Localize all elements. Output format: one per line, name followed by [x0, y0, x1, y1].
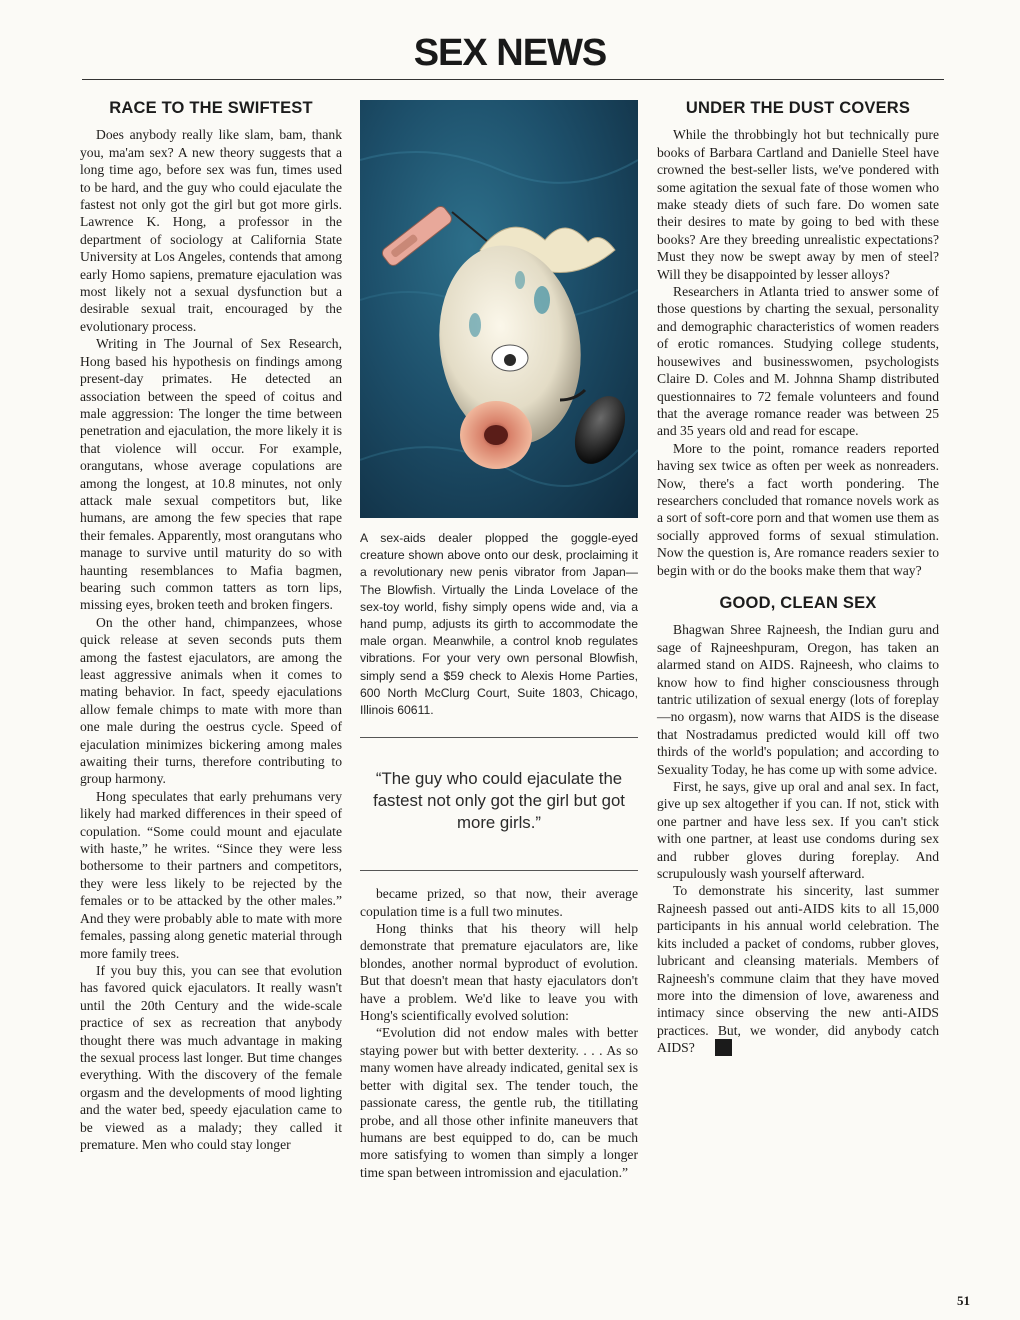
paragraph: “Evolution did not endow males with better staying power but with better dexterity. . . . As so many women have already indicated, genital sex is better with digital sex. The tender touch, the passionate caress, the gentle rub, the titillating probe, and all those other infinite maneuvers that humans are best equipped to do, can be much more satisfying to women than simply a longer time span between intromission and ejaculation.” [360, 1025, 638, 1180]
paragraph: Hong speculates that early prehumans very likely had marked differences in their speed of copulation. “Some could mount and ejaculate with haste,” he writes. “Since they were less bothersome to their partners and competitors, they were less likely to be rejected by the females or to be attacked by the other males.” And they were probably able to mate with more females, passing along genetic material through more family trees. [80, 788, 342, 961]
blowfish-photo [360, 100, 638, 518]
photo-caption: A sex-aids dealer plopped the goggle-eyed creature shown above onto our desk, proclaiming it a revolutionary new penis vibrator from Japan—The Blowfish. Virtually the Linda Lovelace of the sex-toy world, fishy simply opens wide and, via a hand pump, adjusts its girth to accommodate the male organ. Meanwhile, a control knob regulates vibrations. For your very own personal Blowfish, simply send a $59 check to Alexis Home Parties, 600 North McClurg Court, Suite 1803, Chicago, Illinois 60611. [360, 531, 638, 718]
left-column [80, 100, 342, 1153]
page-number: 51 [957, 1293, 970, 1308]
paragraph: More to the point, romance readers reported having sex twice as often per week as nonreaders. Now, there's a fact worth pondering. The researchers concluded that romance novels work as a sort of soft-core porn and that women use them as socially approved forms of sexual stimulation. Now the question is, Are romance readers sexier to begin with or do the books make them that way? [657, 440, 939, 578]
paragraph: First, he says, give up oral and anal sex. In fact, give up sex altogether if you can. If not, stick with one partner and have less sex. If you can't stick with one partner, at least use condoms during sex and rubber gloves during foreplay. And scrupulously wash yourself afterward. [657, 779, 939, 882]
header-rule [82, 79, 944, 80]
page-title: SEX NEWS [413, 32, 607, 74]
pull-quote-bottom-rule [360, 870, 638, 871]
paragraph: Writing in The Journal of Sex Research, Hong based his hypothesis on findings among present-day primates. He detected an association between the speed of coitus and male aggression: The longer the time between penetration and ejaculation, the more likely it is that violence will occur. For example, orangutans, whose average copulations are among the longest, at 10.8 minutes, not only attack male sexual competitors but, like humans, are among the few species that rape their females. Apparently, most orangutans who manage to survive until maturity do so with haunting resemblances to Mafia bagmen, bearing such common tatters as torn lips, missing eyes, broken teeth and broken fingers. [80, 336, 342, 613]
article-heading-race: RACE TO THE SWIFTEST [109, 99, 313, 117]
end-mark-icon [715, 1039, 732, 1056]
paragraph: While the throbbingly hot but technically pure books of Barbara Cartland and Danielle Steel have crowned the best-seller lists, we've pondered with some agitation the sexual fate of those women who make steady diets of such fare. Do women sate their desires to mate by going to bed with these books? Are they breeding unrealistic expectations? Must they now be swept away by men of steel? Will they be disappointed by lesser alloys? [657, 127, 939, 282]
pull-quote-top-rule [360, 737, 638, 738]
paragraph-text: To demonstrate his sincerity, last summer Rajneesh passed out anti-AIDS kits to all 15,000 participants in his annual world celebration. The kits included a packet of condoms, rubber gloves, lubricant and cleansing materials. Members of Rajneesh's commune claim that they have moved more into the dimension of love, awareness and intimacy since observing the new anti-AIDS practices. But, we wonder, did anybody catch AIDS? [657, 883, 939, 1056]
paragraph: Researchers in Atlanta tried to answer some of those questions by charting the sexual, personality and demographic characteristics of women readers of erotic romances. Studying college students, housewives and businesswomen, psychologists Claire D. Coles and M. Johnna Shamp distributed questionnaires to 72 female volunteers and found that the average romance reader was between 25 and 35 years old and read for escape. [657, 284, 939, 439]
pull-quote: “The guy who could ejaculate the fastest not only got the girl but got more girls.” [373, 769, 625, 833]
article-heading-dust-covers: UNDER THE DUST COVERS [685, 99, 911, 117]
right-column [657, 100, 939, 1058]
paragraph: Hong thinks that his theory will help demonstrate that premature ejaculators are, like blondes, another normal byproduct of evolution. But that doesn't mean that hasty ejaculators don't have a problem. We'd like to leave you with Hong's scientifically evolved solution: [360, 921, 638, 1024]
middle-column [360, 100, 638, 1181]
paragraph: Does anybody really like slam, bam, thank you, ma'am sex? A new theory suggests that a long time ago, before sex was fun, times used to be hard, and the guy who could ejaculate the fastest not only got the girl but got more girls. Lawrence K. Hong, a professor in the department of sociology at California State University at Los Angeles, contends that among early Homo sapiens, premature ejaculation was most likely not a sexual dysfunction but a desirable sexual trait, encouraged by the evolutionary process. [80, 127, 342, 334]
paragraph: On the other hand, chimpanzees, whose quick release at seven seconds puts them among the fastest ejaculators, are among the least aggressive animals when it comes to mating behavior. In fact, speedy ejaculations allow female chimps to mate with more than one male during the oestrus cycle. Speed of ejaculation minimizes bickering among males awaiting their turns, therefore contributing to group harmony. [80, 614, 342, 787]
article-heading-good-clean-sex: GOOD, CLEAN SEX [719, 593, 877, 612]
paragraph: If you buy this, you can see that evolution has favored quick ejaculators. It really wasn't until the 20th Century and the wide-scale practice of sex as recreation that anybody thought there was much advantage in making the sexual process last longer. But time changes everything. With the discovery of the female orgasm and the developments of mood lighting and the water bed, speedy ejaculation came to be viewed as a malady; they called it premature. Men who could stay longer [80, 962, 342, 1152]
paragraph: Bhagwan Shree Rajneesh, the Indian guru and sage of Rajneeshpuram, Oregon, has taken an alarmed stand on AIDS. Rajneesh, who claims to know how to find higher consciousness through tantric utilization of sexual energy (lots of foreplay—no orgasm), now warns that AIDS is the disease that Nostradamus predicted would kill off two thirds of the world's population; and according to Sexuality Today, he has come up with some advice. [657, 622, 939, 777]
paragraph [657, 882, 939, 1057]
paragraph: became prized, so that now, their average copulation time is a full two minutes. [360, 886, 638, 919]
blowfish-illustration [360, 100, 638, 518]
